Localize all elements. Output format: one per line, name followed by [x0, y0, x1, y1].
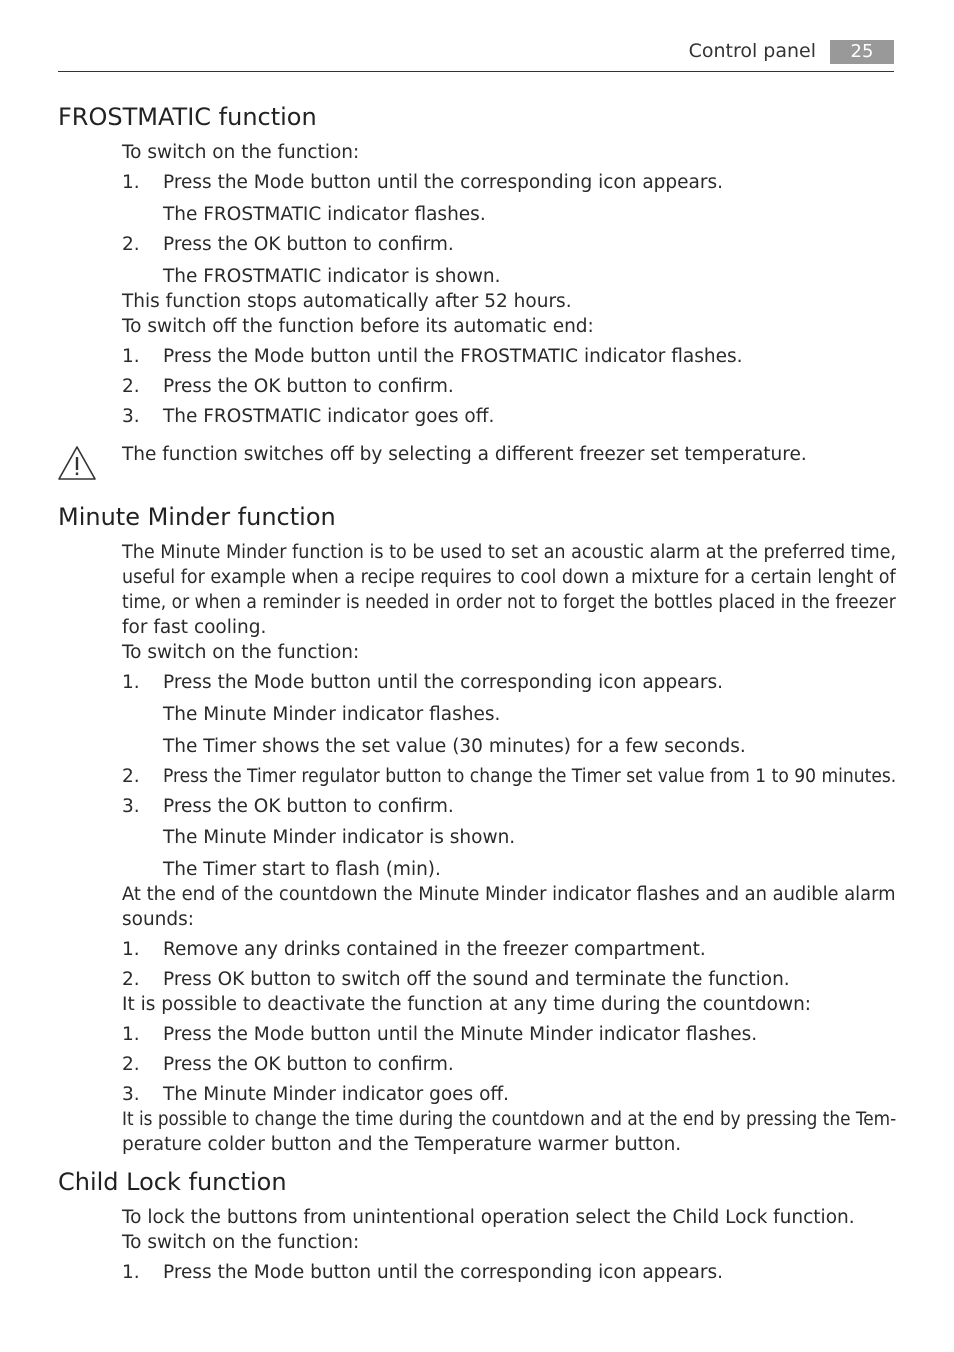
frostmatic-on-step-1: Press the Mode button until the corresponding icon appears.	[163, 172, 724, 193]
step-number: 1.	[122, 1024, 140, 1045]
minute-deactivate-step-2: Press the OK button to confirm.	[163, 1054, 454, 1075]
child-lock-heading: Child Lock function	[58, 1168, 287, 1196]
minute-end-intro-line-2: sounds:	[122, 909, 195, 930]
frostmatic-heading: FROSTMATIC function	[58, 103, 317, 131]
step-number: 3.	[122, 1084, 140, 1105]
page-header	[58, 38, 894, 72]
frostmatic-off-step-2: Press the OK button to confirm.	[163, 376, 454, 397]
step-number: 1.	[122, 939, 140, 960]
frostmatic-warning-text: The function switches off by selecting a different freezer set temperature.	[122, 444, 807, 465]
minute-step-3-result-a: The Minute Minder indicator is shown.	[163, 827, 516, 848]
frostmatic-off-step-3: The FROSTMATIC indicator goes off.	[163, 406, 495, 427]
minute-deactivate-step-3: The Minute Minder indicator goes off.	[163, 1084, 510, 1105]
minute-desc-line-1: The Minute Minder function is to be used to set an acoustic alarm at the preferred time,	[122, 542, 897, 563]
step-number: 2.	[122, 1054, 140, 1075]
frostmatic-on-step-2: Press the OK button to confirm.	[163, 234, 454, 255]
step-number: 2.	[122, 376, 140, 397]
child-lock-on-intro: To switch on the function:	[122, 1232, 360, 1253]
frostmatic-on-step-2-result: The FROSTMATIC indicator is shown.	[163, 266, 501, 287]
minute-end-intro-line-1: At the end of the countdown the Minute Minder indicator flashes and an audible alarm	[122, 884, 896, 905]
step-number: 1.	[122, 346, 140, 367]
minute-end-step-1: Remove any drinks contained in the freezer compartment.	[163, 939, 706, 960]
warning-icon	[57, 445, 97, 481]
minute-step-1-result-b: The Timer shows the set value (30 minutes) for a few seconds.	[163, 736, 746, 757]
step-number: 2.	[122, 969, 140, 990]
minute-deactivate-intro: It is possible to deactivate the function at any time during the countdown:	[122, 994, 812, 1015]
step-number: 1.	[122, 172, 140, 193]
step-number: 3.	[122, 406, 140, 427]
page-number: 25	[830, 40, 894, 64]
minute-on-intro: To switch on the function:	[122, 642, 360, 663]
minute-step-3-result-b: The Timer start to flash (min).	[163, 859, 441, 880]
minute-step-1: Press the Mode button until the corresponding icon appears.	[163, 672, 724, 693]
step-number: 2.	[122, 766, 140, 787]
step-number: 3.	[122, 796, 140, 817]
child-lock-desc: To lock the buttons from unintentional operation select the Child Lock function.	[122, 1207, 855, 1228]
minute-change-line-2: perature colder button and the Temperature warmer button.	[122, 1134, 682, 1155]
frostmatic-off-intro: To switch off the function before its automatic end:	[122, 316, 594, 337]
section-title: Control panel	[688, 40, 816, 62]
frostmatic-on-step-1-result: The FROSTMATIC indicator flashes.	[163, 204, 486, 225]
step-number: 2.	[122, 234, 140, 255]
minute-end-step-2: Press OK button to switch off the sound and terminate the function.	[163, 969, 790, 990]
frostmatic-on-intro: To switch on the function:	[122, 142, 360, 163]
step-number: 1.	[122, 1262, 140, 1283]
minute-desc-line-4: for fast cooling.	[122, 617, 267, 638]
minute-desc-line-3: time, or when a reminder is needed in order not to forget the bottles placed in the freezer	[122, 592, 896, 613]
minute-step-2: Press the Timer regulator button to change the Timer set value from 1 to 90 minutes.	[163, 766, 897, 787]
frostmatic-auto-stop: This function stops automatically after 52 hours.	[122, 291, 572, 312]
minute-step-1-result-a: The Minute Minder indicator flashes.	[163, 704, 501, 725]
minute-deactivate-step-1: Press the Mode button until the Minute Minder indicator flashes.	[163, 1024, 758, 1045]
minute-step-3: Press the OK button to confirm.	[163, 796, 454, 817]
minute-desc-line-2: useful for example when a recipe requires to cool down a mixture for a certain lenght of	[122, 567, 896, 588]
step-number: 1.	[122, 672, 140, 693]
child-lock-step-1: Press the Mode button until the corresponding icon appears.	[163, 1262, 724, 1283]
minute-minder-heading: Minute Minder function	[58, 503, 336, 531]
frostmatic-off-step-1: Press the Mode button until the FROSTMATIC indicator flashes.	[163, 346, 743, 367]
minute-change-line-1: It is possible to change the time during the countdown and at the end by pressing the Tem-	[122, 1109, 897, 1130]
